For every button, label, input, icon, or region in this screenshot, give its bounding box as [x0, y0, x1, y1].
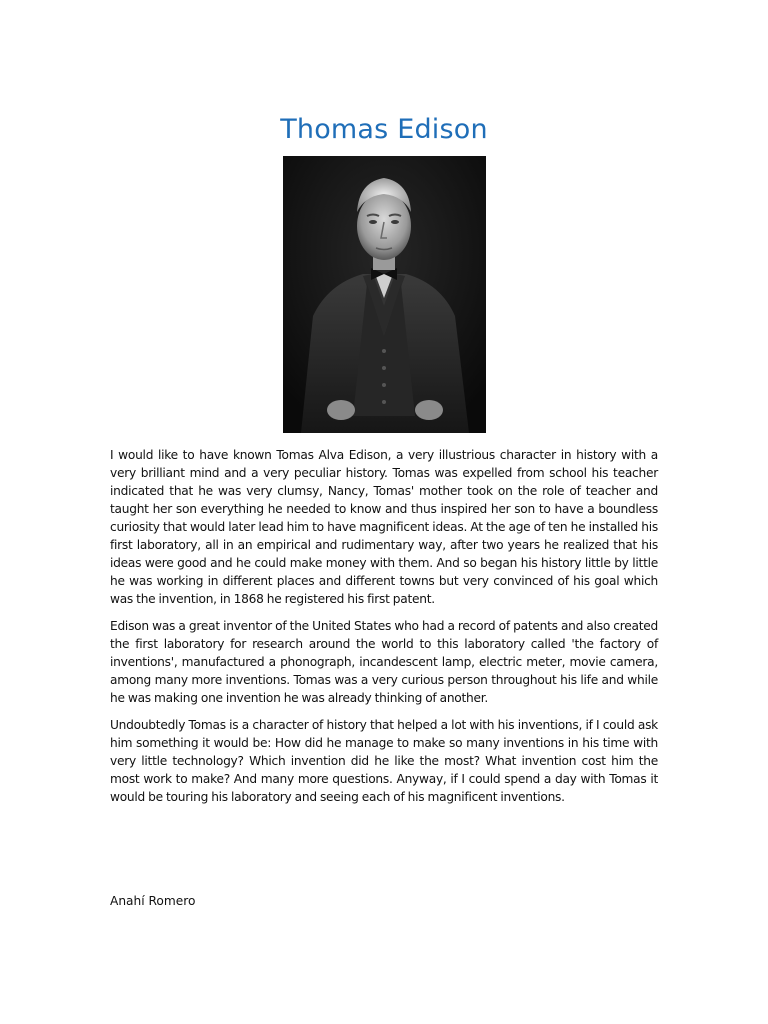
author-signature: Anahí Romero [110, 894, 196, 908]
paragraph-3: Undoubtedly Tomas is a character of history that helped a lot with his inventions, if I could ask him something it would be: How did he manage to make so many inventions in his time with very little technology? Which invention did he like the most? What invention cost him the most work to make? And many more questions. Anyway, if I could spend a day with Tomas it would be touring his laboratory and seeing each of his magnificent inventions. [110, 718, 658, 804]
essay-body [110, 446, 658, 815]
paragraph-1: I would like to have known Tomas Alva Edison, a very illustrious character in history with a very brilliant mind and a very peculiar history. Tomas was expelled from school his teacher indicated that he was very clumsy, Nancy, Tomas' mother took on the role of teacher and taught her son everything he needed to know and thus inspired her son to have a boundless curiosity that would later lead him to have magnificent ideas. At the age of ten he installed his first laboratory, all in an empirical and rudimentary way, after two years he realized that his ideas were good and he could make money with them. And so began his history little by little he was working in different places and different towns but very convinced of his goal which was the invention, in 1868 he registered his first patent. [110, 448, 658, 606]
paragraph-2: Edison was a great inventor of the United States who had a record of patents and also created the first laboratory for research around the world to this laboratory called 'the factory of inventions', manufactured a phonograph, incandescent lamp, electric meter, movie camera, among many more inventions. Tomas was a very curious person throughout his life and while he was making one invention he was already thinking of another. [110, 619, 658, 705]
portrait-photo [283, 156, 486, 433]
document-title: Thomas Edison [280, 114, 488, 145]
portrait-illustration [283, 156, 486, 433]
